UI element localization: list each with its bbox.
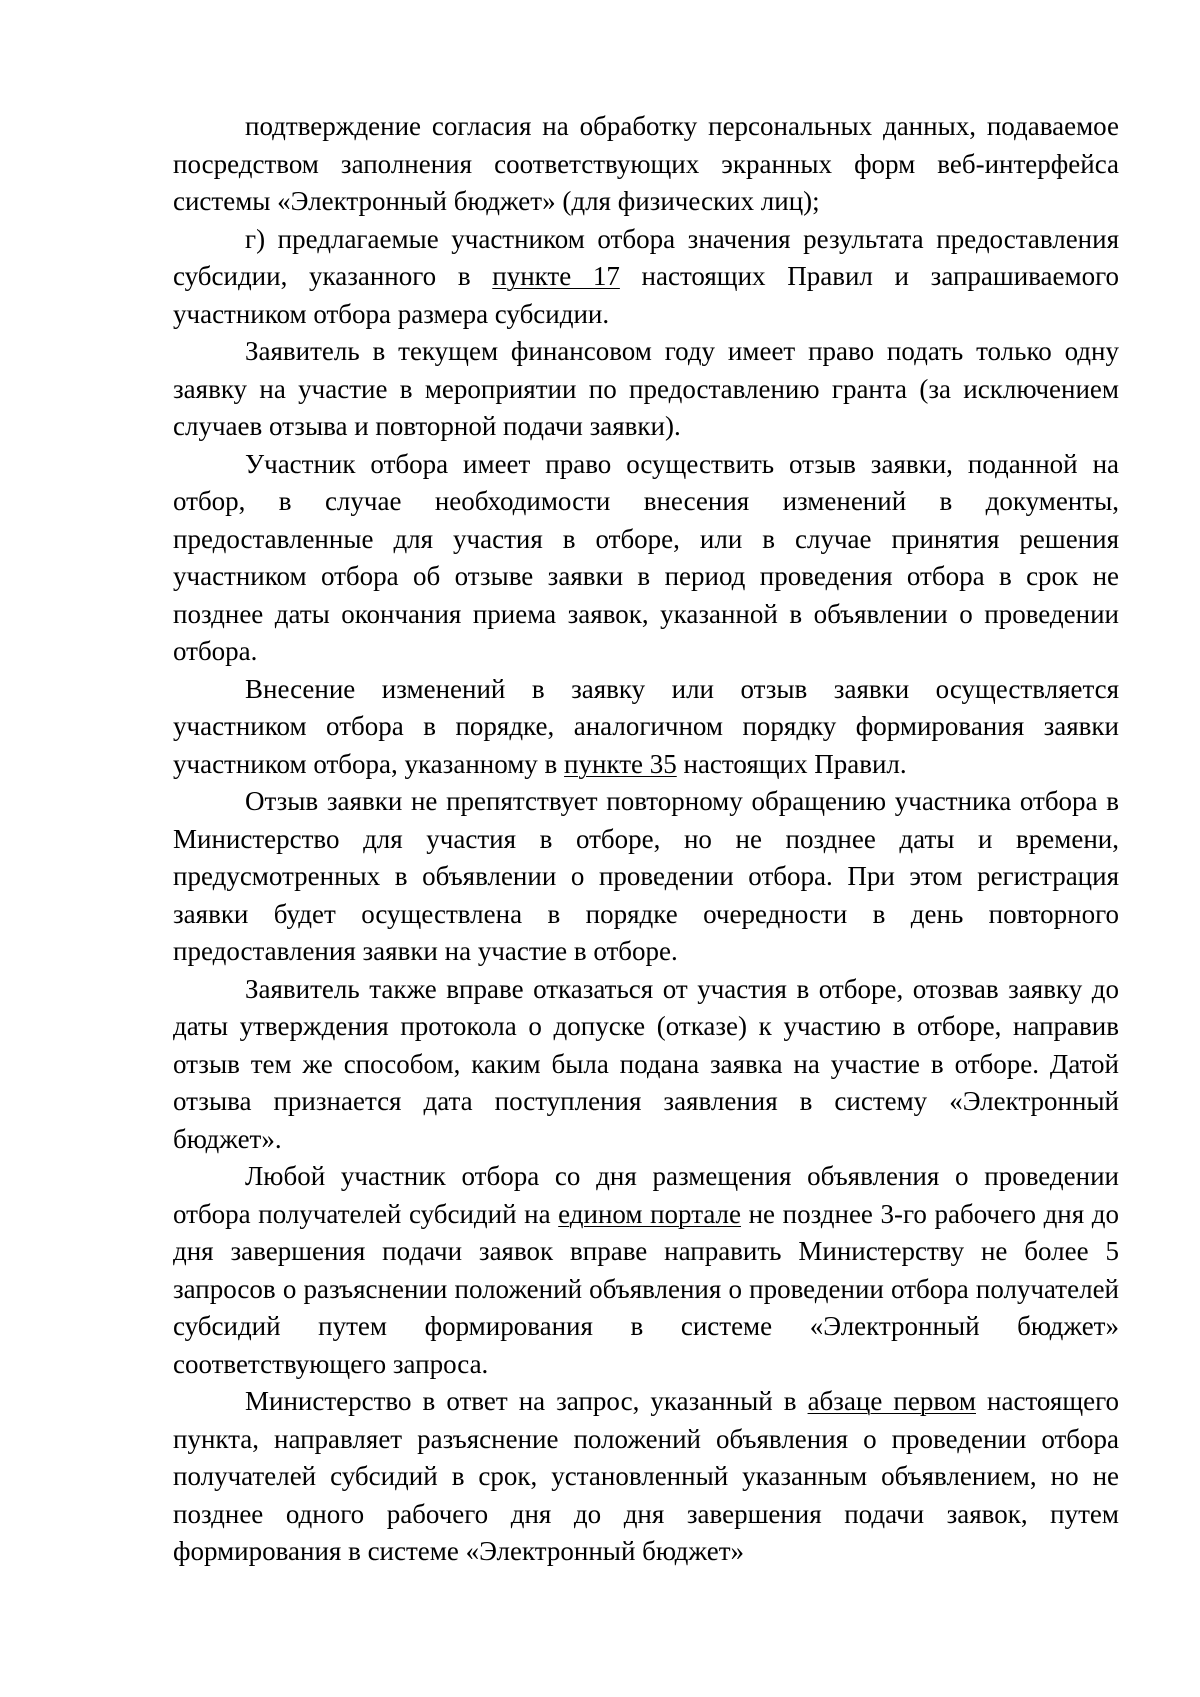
paragraph-text: Отзыв заявки не препятствует повторному обращению участника отбора в Министерство для участия в отборе, но не позднее даты и времени, предусмотренных в объявлении о проведении отбора. При этом регистрация заявки будет осуществлена в порядке очередности в день повторного предоставления заявки на участие в отборе.	[173, 786, 1119, 966]
paragraph-clarification-requests	[173, 1158, 1119, 1383]
link-point-17[interactable]: пункте 17	[492, 261, 620, 291]
paragraph-consent	[173, 108, 1119, 221]
paragraph-refusal	[173, 971, 1119, 1159]
paragraph-text: Заявитель в текущем финансовом году имеет право подать только одну заявку на участие в мероприятии по предоставлению гранта (за исключением случаев отзыва и повторной подачи заявки).	[173, 336, 1119, 441]
paragraph-text: Заявитель также вправе отказаться от участия в отборе, отозвав заявку до даты утверждения протокола о допуске (отказе) к участию в отборе, направив отзыв тем же способом, каким была подана заявка на участие в отборе. Датой отзыва признается дата поступления заявления в систему «Электронный бюджет».	[173, 973, 1119, 1154]
paragraph-text: настоящих Правил и запрашиваемого участником отбора размера субсидии.	[173, 261, 1119, 329]
paragraph-changes	[173, 671, 1119, 784]
paragraph-text: Внесение изменений в заявку или отзыв заявки осуществляется участником отбора в порядке, аналогичном порядку формирования заявки участником отбора, указанному в	[173, 673, 1119, 779]
paragraph-text: подтверждение согласия на обработку персональных данных, подаваемое посредством заполнения соответствующих экранных форм веб-интерфейса системы «Электронный бюджет» (для физических лиц);	[173, 111, 1119, 216]
paragraph-text: настоящих Правил.	[676, 748, 907, 779]
paragraph-text: не позднее 3-го рабочего дня до дня завершения подачи заявок вправе направить Министерству не более 5 запросов о разъяснении положений объявления о проведении отбора получателей субсидий путем формирования в системе «Электронный бюджет» соответствующего запроса.	[173, 1198, 1120, 1379]
link-unified-portal[interactable]: едином портале	[558, 1198, 742, 1229]
paragraph-text: г) предлагаемые участником отбора значения результата предоставления субсидии, указанного в	[173, 223, 1119, 291]
paragraph-text: настоящего пункта, направляет разъяснение положений объявления о проведении отбора получателей субсидий в срок, установленный указанным объявлением, но не позднее одного рабочего дня до дня завершения подачи заявок, путем формирования в системе «Электронный бюджет»	[173, 1386, 1119, 1566]
paragraph-one-application	[173, 333, 1119, 446]
paragraph-text: Министерство в ответ на запрос, указанный в	[245, 1386, 808, 1416]
link-first-paragraph[interactable]: абзаце первом	[807, 1386, 976, 1416]
paragraph-item-g	[173, 221, 1119, 334]
paragraph-withdrawal-right	[173, 446, 1119, 671]
link-point-35[interactable]: пункте 35	[564, 748, 677, 779]
document-body	[173, 108, 1119, 1571]
paragraph-ministry-response	[173, 1383, 1119, 1571]
paragraph-text: Участник отбора имеет право осуществить отзыв заявки, поданной на отбор, в случае необходимости внесения изменений в документы, предоставленные для участия в отборе, или в случае принятия решения участником отбора об отзыве заявки в период проведения отбора в срок не позднее даты окончания приема заявок, указанной в объявлении о проведении отбора.	[173, 448, 1119, 666]
paragraph-repeat-application	[173, 783, 1119, 971]
paragraph-text: Любой участник отбора со дня размещения объявления о проведении отбора получателей субсидий на	[173, 1161, 1119, 1229]
